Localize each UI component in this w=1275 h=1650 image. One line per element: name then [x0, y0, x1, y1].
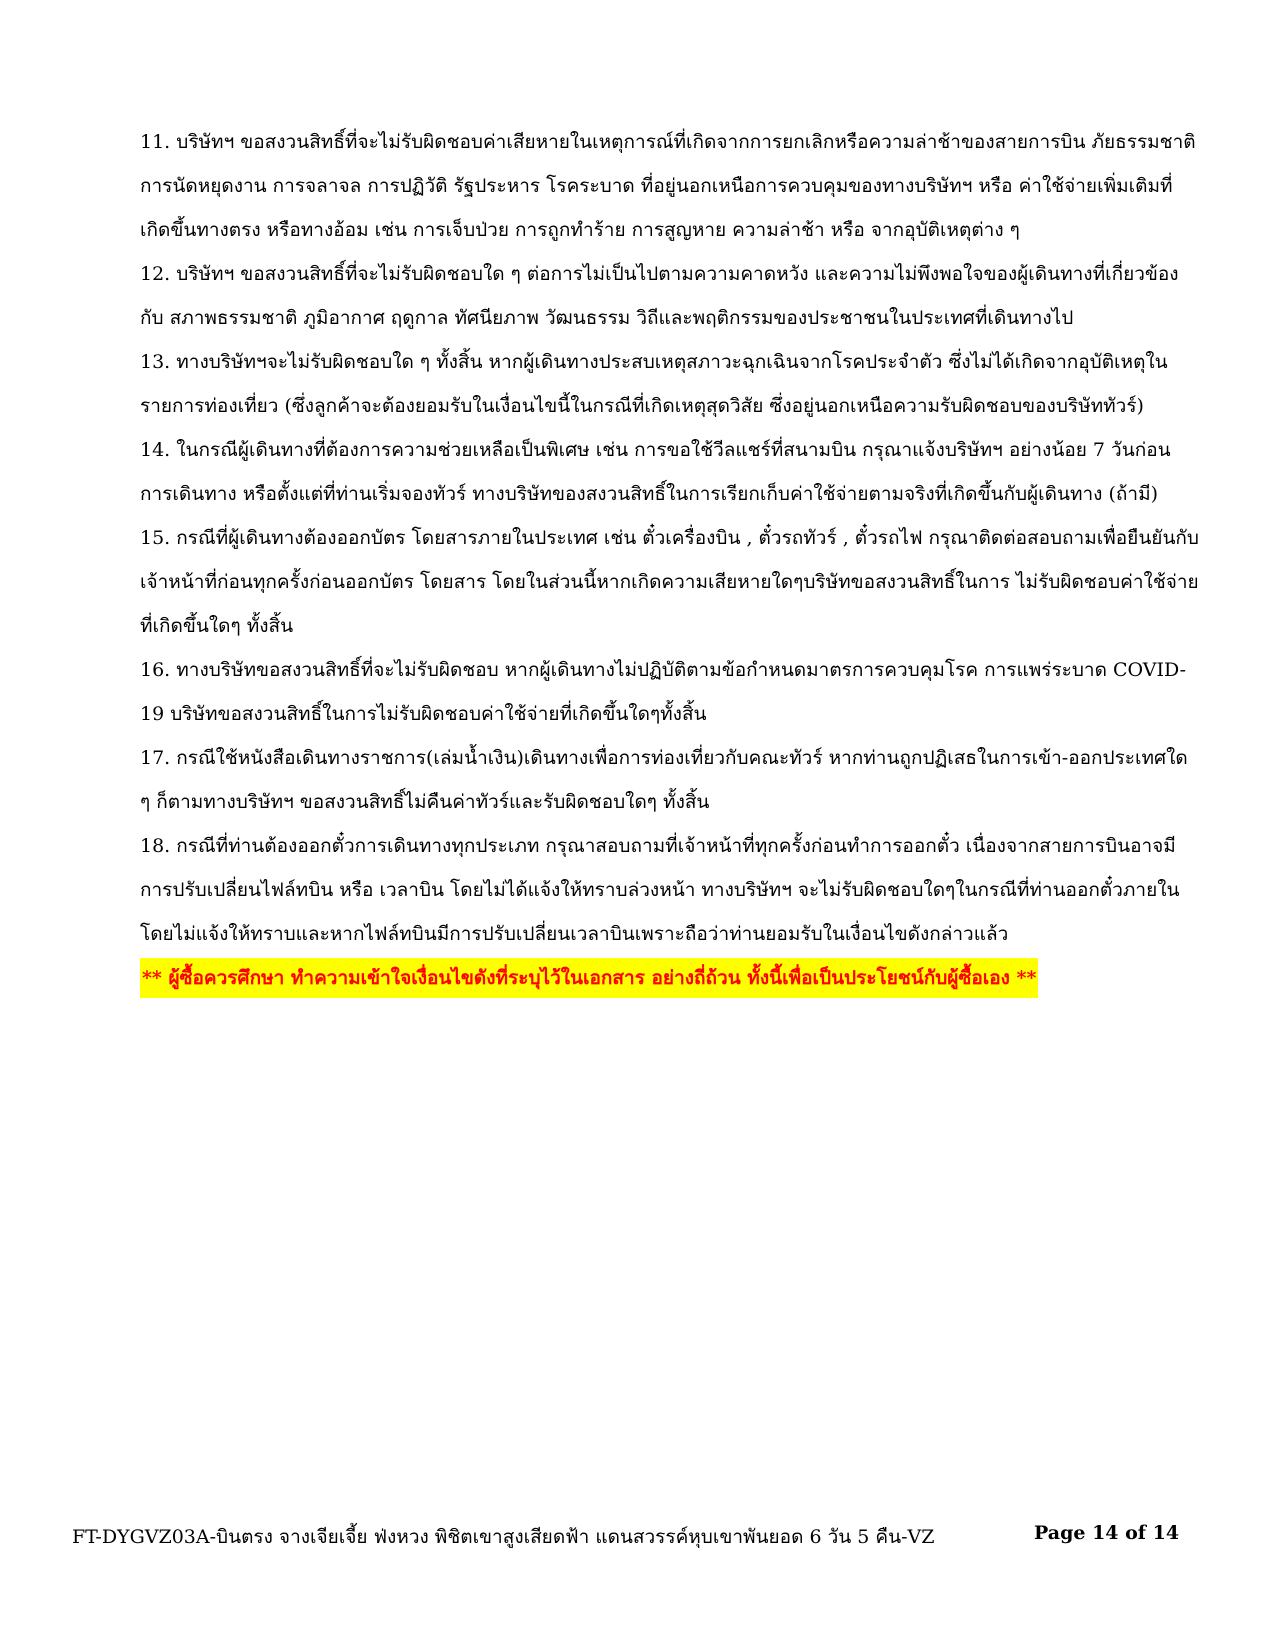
- clause-17: 17. กรณีใช้หนังสือเดินทางราชการ(เล่มน้ำเงิน)เดินทางเพื่อการท่องเที่ยวกับคณะทัวร์ หากท่านถูกปฏิเสธในการเข้า-ออกประเทศใด ๆ ก็ตามทางบริษัทฯ ขอสงวนสิทธิ์ไม่คืนค่าทัวร์และรับผิดชอบใดๆ ทั้งสิ้น: [140, 747, 1188, 813]
- clause-11: 11. บริษัทฯ ขอสงวนสิทธิ์ที่จะไม่รับผิดชอบค่าเสียหายในเหตุการณ์ที่เกิดจากการยกเลิกหรือความล่าช้าของสายการบิน ภัยธรรมชาติ การนัดหยุดงาน การจลาจล การปฏิวัติ รัฐประหาร โรคระบาด ที่อยู่นอกเหนือการควบคุมของทางบริษัทฯ หรือ ค่าใช้จ่ายเพิ่มเติมที่เกิดขึ้นทางตรง หรือทางอ้อม เช่น การเจ็บป่วย การถูกทำร้าย การสูญหาย ความล่าช้า หรือ จากอุบัติเหตุต่าง ๆ: [140, 131, 1196, 241]
- clause-12: 12. บริษัทฯ ขอสงวนสิทธิ์ที่จะไม่รับผิดชอบใด ๆ ต่อการไม่เป็นไปตามความคาดหวัง และความไม่พึงพอใจของผู้เดินทางที่เกี่ยวข้องกับ สภาพธรรมชาติ ภูมิอากาศ ฤดูกาล ทัศนียภาพ วัฒนธรรม วิถีและพฤติกรรมของประชาชนในประเทศที่เดินทางไป: [140, 263, 1179, 329]
- footer-program-code: FT-DYGVZ03A-บินตรง จางเจียเจี้ย ฟ่งหวง พิชิตเขาสูงเสียดฟ้า แดนสวรรค์หุบเขาพันยอด 6 วัน 5 คืน-VZ: [72, 1526, 935, 1548]
- page-footer: [72, 1522, 1212, 1552]
- page-number: Page 14 of 14: [1034, 1522, 1180, 1544]
- clause-14: 14. ในกรณีผู้เดินทางที่ต้องการความช่วยเหลือเป็นพิเศษ เช่น การขอใช้วีลแชร์ที่สนามบิน กรุณาแจ้งบริษัทฯ อย่างน้อย 7 วันก่อนการเดินทาง หรือตั้งแต่ที่ท่านเริ่มจองทัวร์ ทางบริษัทของสงวนสิทธิ์ในการเรียกเก็บค่าใช้จ่ายตามจริงที่เกิดขึ้นกับผู้เดินทาง (ถ้ามี): [140, 439, 1171, 505]
- clause-13: 13. ทางบริษัทฯจะไม่รับผิดชอบใด ๆ ทั้งสิ้น หากผู้เดินทางประสบเหตุสภาวะฉุกเฉินจากโรคประจำตัว ซึ่งไม่ได้เกิดจากอุบัติเหตุในรายการท่องเที่ยว (ซึ่งลูกค้าจะต้องยอมรับในเงื่อนไขนี้ในกรณีที่เกิดเหตุสุดวิสัย ซึ่งอยู่นอกเหนือความรับผิดชอบของบริษัททัวร์): [140, 351, 1168, 417]
- highlighted-notice: ** ผู้ซื้อควรศึกษา ทำความเข้าใจเงื่อนไขดังที่ระบุไว้ในเอกสาร อย่างถี่ถ้วน ทั้งนี้เพื่อเป็นประโยชน์กับผู้ซื้อเอง **: [140, 958, 1038, 998]
- clause-18: 18. กรณีที่ท่านต้องออกตั๋วการเดินทางทุกประเภท กรุณาสอบถามที่เจ้าหน้าที่ทุกครั้งก่อนทำการออกตั๋ว เนื่องจากสายการบินอาจมีการปรับเปลี่ยนไฟล์ทบิน หรือ เวลาบิน โดยไม่ได้แจ้งให้ทราบล่วงหน้า ทางบริษัทฯ จะไม่รับผิดชอบใดๆในกรณีที่ท่านออกตั๋วภายใน โดยไม่แจ้งให้ทราบและหากไฟล์ทบินมีการปรับเปลี่ยนเวลาบินเพราะถือว่าท่านยอมรับในเงื่อนไขดังกล่าวแล้ว: [140, 835, 1180, 945]
- clause-16: 16. ทางบริษัทขอสงวนสิทธิ์ที่จะไม่รับผิดชอบ หากผู้เดินทางไม่ปฏิบัติตามข้อกำหนดมาตรการควบคุมโรค การแพร่ระบาด COVID-19 บริษัทขอสงวนสิทธิ์ในการไม่รับผิดชอบค่าใช้จ่ายที่เกิดขึ้นใดๆทั้งสิ้น: [140, 659, 1186, 725]
- terms-section: [140, 120, 1200, 998]
- clause-15: 15. กรณีที่ผู้เดินทางต้องออกบัตร โดยสารภายในประเทศ เช่น ตั๋วเครื่องบิน , ตั๋วรถทัวร์ , ตั๋วรถไฟ กรุณาติดต่อสอบถามเพื่อยืนยันกับเจ้าหน้าที่ก่อนทุกครั้งก่อนออกบัตร โดยสาร โดยในส่วนนี้หากเกิดความเสียหายใดๆบริษัทขอสงวนสิทธิ์ในการ ไม่รับผิดชอบค่าใช้จ่ายที่เกิดขึ้นใดๆ ทั้งสิ้น: [140, 527, 1199, 637]
